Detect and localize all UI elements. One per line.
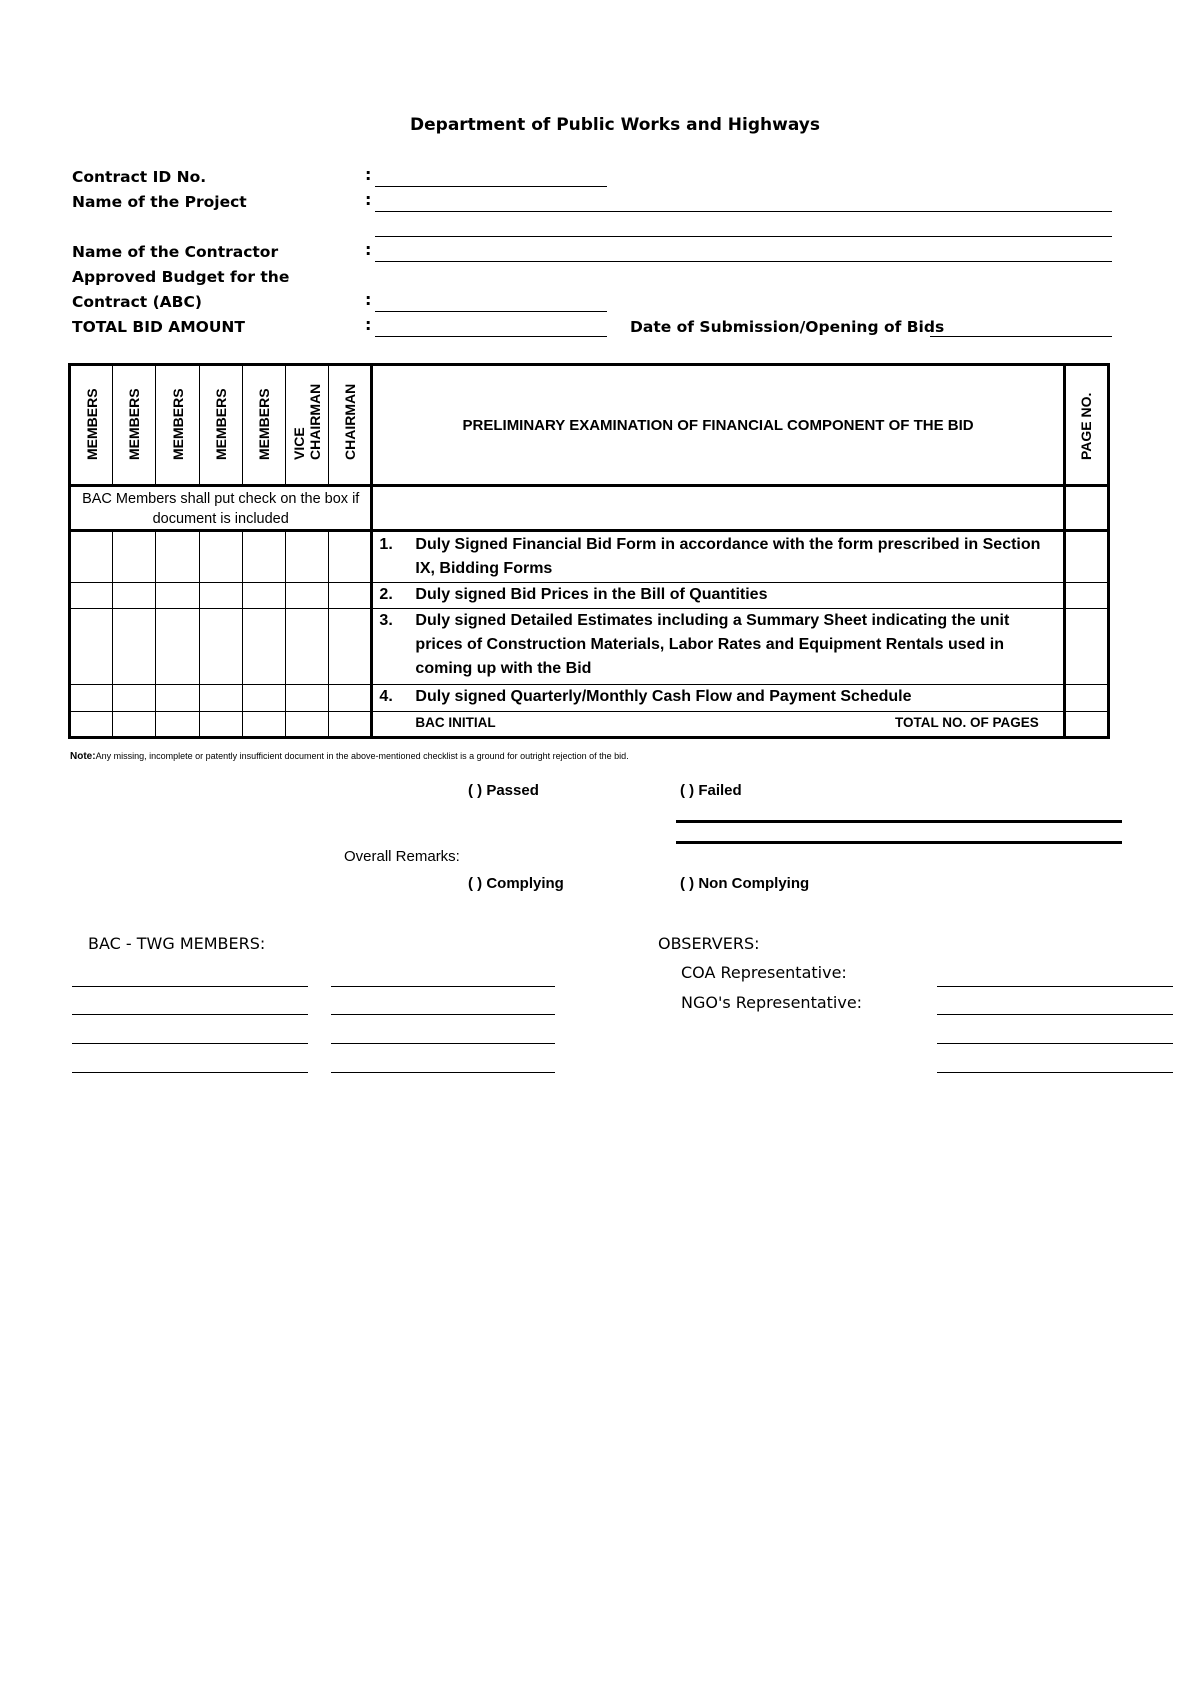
table-row (70, 531, 1109, 583)
table-heading: PRELIMINARY EXAMINATION OF FINANCIAL COMPONENT OF THE BID (372, 365, 1064, 486)
vice-label: VICE (291, 427, 308, 460)
table-row (70, 685, 1109, 712)
complying-option[interactable]: ( ) Complying (468, 875, 564, 892)
checkbox-cell[interactable] (199, 609, 242, 685)
initial-cell[interactable] (329, 712, 372, 738)
bac-note: BAC Members shall put check on the box if document is included (70, 486, 372, 531)
checkbox-cell[interactable] (113, 609, 156, 685)
rejection-note: Note:Any missing, incomplete or patently insufficient document in the above-mentioned checklist is a ground for outright rejection of the bid. (70, 751, 629, 762)
total-pages-cell[interactable] (1064, 712, 1108, 738)
checkbox-cell[interactable] (329, 609, 372, 685)
passed-option[interactable]: ( ) Passed (468, 782, 539, 799)
column-header-members: MEMBERS (199, 365, 242, 486)
column-header-members: MEMBERS (156, 365, 199, 486)
checkbox-cell[interactable] (329, 531, 372, 583)
checklist-item: 2. Duly signed Bid Prices in the Bill of Quantities (372, 583, 1064, 609)
column-header-members: MEMBERS (70, 365, 113, 486)
checkbox-cell[interactable] (286, 583, 329, 609)
checkbox-cell[interactable] (242, 609, 285, 685)
project-name-label: Name of the Project (72, 193, 247, 211)
date-submission-field[interactable] (930, 336, 1112, 337)
total-bid-colon: : (365, 315, 372, 334)
page-no-cell[interactable] (1064, 583, 1108, 609)
vice-chairman-label: CHAIRMAN (307, 383, 324, 460)
checkbox-cell[interactable] (156, 609, 199, 685)
signature-line[interactable] (72, 1072, 308, 1073)
abc-label-line1: Approved Budget for the (72, 268, 290, 286)
observer-signature-line[interactable] (937, 1072, 1173, 1073)
table-row (70, 583, 1109, 609)
page-no-cell[interactable] (1064, 685, 1108, 712)
checkbox-cell[interactable] (70, 609, 113, 685)
bac-twg-members-label: BAC - TWG MEMBERS: (88, 934, 266, 953)
signature-line[interactable] (331, 1072, 555, 1073)
project-name-colon: : (365, 190, 372, 209)
bac-note-row (70, 486, 1109, 531)
signature-line[interactable] (72, 1014, 308, 1015)
checkbox-cell[interactable] (199, 531, 242, 583)
ngo-signature-line[interactable] (937, 1014, 1173, 1015)
checkbox-cell[interactable] (70, 583, 113, 609)
checkbox-cell[interactable] (113, 531, 156, 583)
contract-id-field[interactable] (375, 186, 607, 187)
contractor-name-field[interactable] (375, 261, 1112, 262)
checkbox-cell[interactable] (113, 583, 156, 609)
contractor-name-label: Name of the Contractor (72, 243, 279, 261)
observers-label: OBSERVERS: (658, 934, 760, 953)
checkbox-cell[interactable] (286, 609, 329, 685)
column-header-vice-chairman (286, 365, 329, 486)
table-row (70, 609, 1109, 685)
checkbox-cell[interactable] (329, 583, 372, 609)
total-pages-label: TOTAL NO. OF PAGES (894, 715, 1039, 730)
initial-cell[interactable] (242, 712, 285, 738)
abc-field[interactable] (375, 311, 607, 312)
abc-label-line2: Contract (ABC) (72, 293, 202, 311)
overall-remarks-label: Overall Remarks: (344, 848, 460, 865)
initial-cell[interactable] (286, 712, 329, 738)
checklist-item: 1. Duly Signed Financial Bid Form in accordance with the form prescribed in Section IX, Bidding Forms (372, 531, 1064, 583)
checkbox-cell[interactable] (286, 685, 329, 712)
contract-id-label: Contract ID No. (72, 168, 207, 186)
initial-cell[interactable] (113, 712, 156, 738)
checkbox-cell[interactable] (286, 531, 329, 583)
checkbox-cell[interactable] (156, 583, 199, 609)
date-submission-label: Date of Submission/Opening of Bids (630, 318, 945, 336)
checkbox-cell[interactable] (113, 685, 156, 712)
signature-line[interactable] (331, 1014, 555, 1015)
coa-representative-label: COA Representative: (681, 963, 847, 982)
project-name-field-line2[interactable] (375, 236, 1112, 237)
signature-line[interactable] (331, 1043, 555, 1044)
project-name-field[interactable] (375, 211, 1112, 212)
checklist-table (68, 363, 1110, 739)
page-no-cell[interactable] (1064, 609, 1108, 685)
initial-cell[interactable] (156, 712, 199, 738)
checkbox-cell[interactable] (70, 531, 113, 583)
abc-colon: : (365, 290, 372, 309)
checkbox-cell[interactable] (156, 685, 199, 712)
checkbox-cell[interactable] (70, 685, 113, 712)
checklist-item: 4. Duly signed Quarterly/Monthly Cash Flow and Payment Schedule (372, 685, 1064, 712)
checkbox-cell[interactable] (199, 583, 242, 609)
column-header-chairman: CHAIRMAN (329, 365, 372, 486)
checkbox-cell[interactable] (329, 685, 372, 712)
checkbox-cell[interactable] (242, 685, 285, 712)
signature-line[interactable] (331, 986, 555, 987)
bac-initial-label: BAC INITIAL (415, 715, 496, 730)
failed-option[interactable]: ( ) Failed (680, 782, 742, 799)
page-no-cell[interactable] (1064, 531, 1108, 583)
initial-cell[interactable] (199, 712, 242, 738)
initial-cell[interactable] (70, 712, 113, 738)
ngo-representative-label: NGO's Representative: (681, 993, 863, 1012)
signature-line[interactable] (72, 986, 308, 987)
column-header-page-no: PAGE NO. (1064, 365, 1108, 486)
checkbox-cell[interactable] (242, 583, 285, 609)
table-footer-row (70, 712, 1109, 738)
checkbox-cell[interactable] (199, 685, 242, 712)
contract-id-colon: : (365, 165, 372, 184)
column-header-members: MEMBERS (242, 365, 285, 486)
total-bid-label: TOTAL BID AMOUNT (72, 318, 245, 336)
coa-signature-line[interactable] (937, 986, 1173, 987)
contractor-name-colon: : (365, 240, 372, 259)
remarks-line-1[interactable] (676, 820, 1122, 823)
non-complying-option[interactable]: ( ) Non Complying (680, 875, 810, 892)
checkbox-cell[interactable] (156, 531, 199, 583)
checklist-item: 3. Duly signed Detailed Estimates including a Summary Sheet indicating the unit prices of Construction Materials, Labor Rates and Equipment Rentals used in coming up with the Bid (372, 609, 1064, 685)
total-bid-field[interactable] (375, 336, 607, 337)
checkbox-cell[interactable] (242, 531, 285, 583)
observer-signature-line[interactable] (937, 1043, 1173, 1044)
signature-line[interactable] (72, 1043, 308, 1044)
column-header-members: MEMBERS (113, 365, 156, 486)
remarks-line-2[interactable] (676, 841, 1122, 844)
document-title: Department of Public Works and Highways (410, 115, 820, 135)
table-header-row (70, 365, 1109, 486)
